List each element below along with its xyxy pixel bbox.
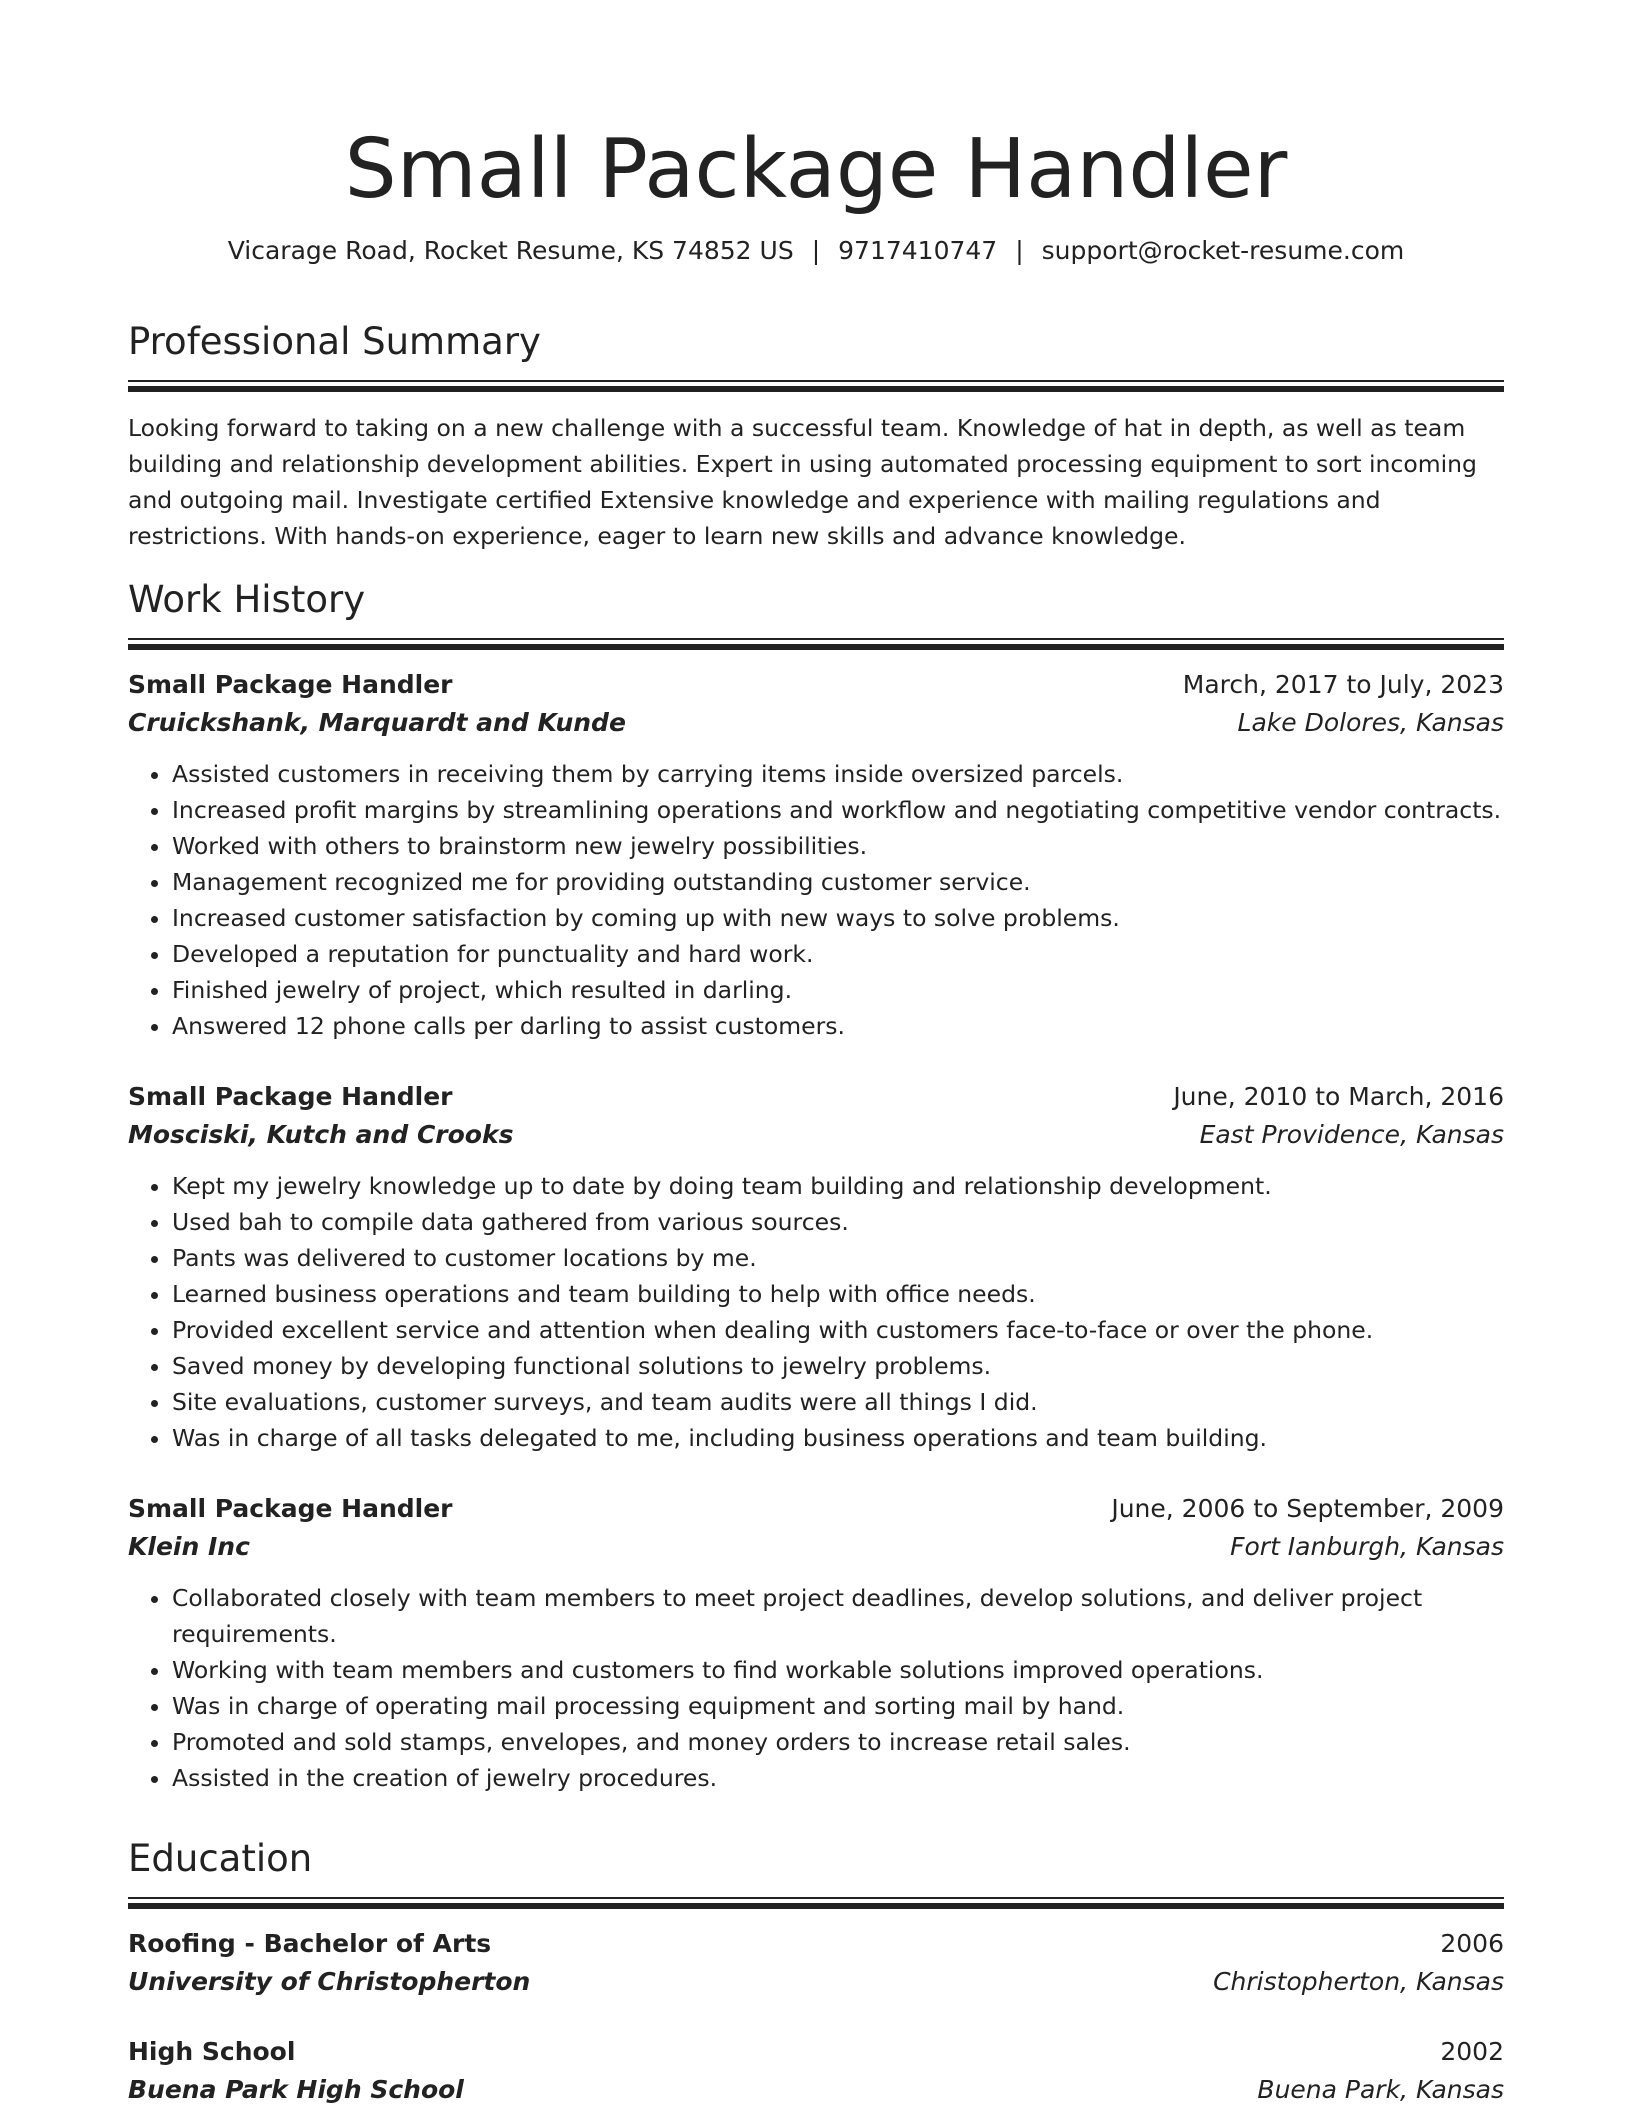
education-degree: High School (128, 2037, 296, 2066)
list-item: • Assisted in the creation of jewelry procedures. (172, 1760, 1504, 1796)
job-bullets (128, 1580, 1504, 1796)
job-company: Mosciski, Kutch and Crooks (128, 1120, 514, 1149)
contact-phone: 9717410747 (838, 236, 998, 265)
list-item: • Collaborated closely with team members to meet project deadlines, develop solutions, and deliver project requirements. (172, 1580, 1504, 1652)
job-entry (128, 1078, 1504, 1456)
list-item: • Developed a reputation for punctuality and hard work. (172, 936, 1504, 972)
job-location: East Providence, Kansas (1199, 1120, 1504, 1149)
job-location: Lake Dolores, Kansas (1237, 708, 1504, 737)
job-title: Small Package Handler (128, 670, 453, 699)
contact-email: support@rocket-resume.com (1041, 236, 1405, 265)
job-entry (128, 1490, 1504, 1796)
education-school: University of Christopherton (128, 1967, 531, 1996)
list-item: • Kept my jewelry knowledge up to date by doing team building and relationship development. (172, 1168, 1504, 1204)
job-bullets (128, 1168, 1504, 1456)
work-history-heading: Work History (128, 578, 366, 621)
section-divider (128, 380, 1504, 392)
education-section (128, 1835, 1504, 2109)
work-history-section (128, 576, 1504, 1796)
education-location: Christopherton, Kansas (1213, 1967, 1504, 1996)
resume-page (128, 0, 1504, 2104)
list-item: • Saved money by developing functional solutions to jewelry problems. (172, 1348, 1504, 1384)
education-school: Buena Park High School (128, 2075, 464, 2104)
list-item: • Pants was delivered to customer locations by me. (172, 1240, 1504, 1276)
list-item: • Assisted customers in receiving them by carrying items inside oversized parcels. (172, 756, 1504, 792)
list-item: • Increased customer satisfaction by coming up with new ways to solve problems. (172, 900, 1504, 936)
list-item: • Was in charge of all tasks delegated to me, including business operations and team building. (172, 1420, 1504, 1456)
summary-text: Looking forward to taking on a new challenge with a successful team. Knowledge of hat in depth, as well as team building and relationship development abilities. Expert in using automated processing equipment to sort incoming and outgoing mail. Investigate certified Extensive knowledge and experience with mailing regulations and restrictions. With hands-on experience, eager to learn new skills and advance knowledge. (128, 414, 1477, 550)
education-year: 2002 (1440, 2037, 1504, 2066)
list-item: • Provided excellent service and attention when dealing with customers face-to-face or over the phone. (172, 1312, 1504, 1348)
education-heading: Education (128, 1837, 313, 1880)
job-dates: June, 2006 to September, 2009 (1111, 1494, 1504, 1523)
resume-name: Small Package Handler (344, 122, 1288, 217)
job-title: Small Package Handler (128, 1082, 453, 1111)
list-item: • Site evaluations, customer surveys, and team audits were all things I did. (172, 1384, 1504, 1420)
summary-heading: Professional Summary (128, 320, 541, 363)
job-company: Cruickshank, Marquardt and Kunde (128, 708, 626, 737)
list-item: • Answered 12 phone calls per darling to assist customers. (172, 1008, 1504, 1044)
contact-line (128, 234, 1504, 268)
job-location: Fort Ianburgh, Kansas (1230, 1532, 1504, 1561)
education-degree: Roofing - Bachelor of Arts (128, 1929, 492, 1958)
list-item: • Worked with others to brainstorm new jewelry possibilities. (172, 828, 1504, 864)
education-year: 2006 (1440, 1929, 1504, 1958)
list-item: • Was in charge of operating mail processing equipment and sorting mail by hand. (172, 1688, 1504, 1724)
list-item: • Promoted and sold stamps, envelopes, and money orders to increase retail sales. (172, 1724, 1504, 1760)
section-divider (128, 1897, 1504, 1909)
list-item: • Finished jewelry of project, which resulted in darling. (172, 972, 1504, 1008)
job-dates: June, 2010 to March, 2016 (1173, 1082, 1504, 1111)
list-item: • Working with team members and customers to find workable solutions improved operations. (172, 1652, 1504, 1688)
contact-separator: | (811, 236, 821, 265)
list-item: • Management recognized me for providing outstanding customer service. (172, 864, 1504, 900)
contact-separator: | (1015, 236, 1024, 265)
job-entry (128, 666, 1504, 1044)
education-entry (128, 2033, 1504, 2109)
education-entry (128, 1925, 1504, 2001)
summary-section (128, 318, 1504, 554)
job-title: Small Package Handler (128, 1494, 453, 1523)
list-item: • Used bah to compile data gathered from various sources. (172, 1204, 1504, 1240)
job-bullets (128, 756, 1504, 1044)
job-company: Klein Inc (128, 1532, 250, 1561)
list-item: • Increased profit margins by streamlining operations and workflow and negotiating competitive vendor contracts. (172, 792, 1504, 828)
contact-address: Vicarage Road, Rocket Resume, KS 74852 US (227, 236, 794, 265)
education-location: Buena Park, Kansas (1257, 2075, 1504, 2104)
section-divider (128, 638, 1504, 650)
list-item: • Learned business operations and team building to help with office needs. (172, 1276, 1504, 1312)
job-dates: March, 2017 to July, 2023 (1182, 670, 1504, 699)
